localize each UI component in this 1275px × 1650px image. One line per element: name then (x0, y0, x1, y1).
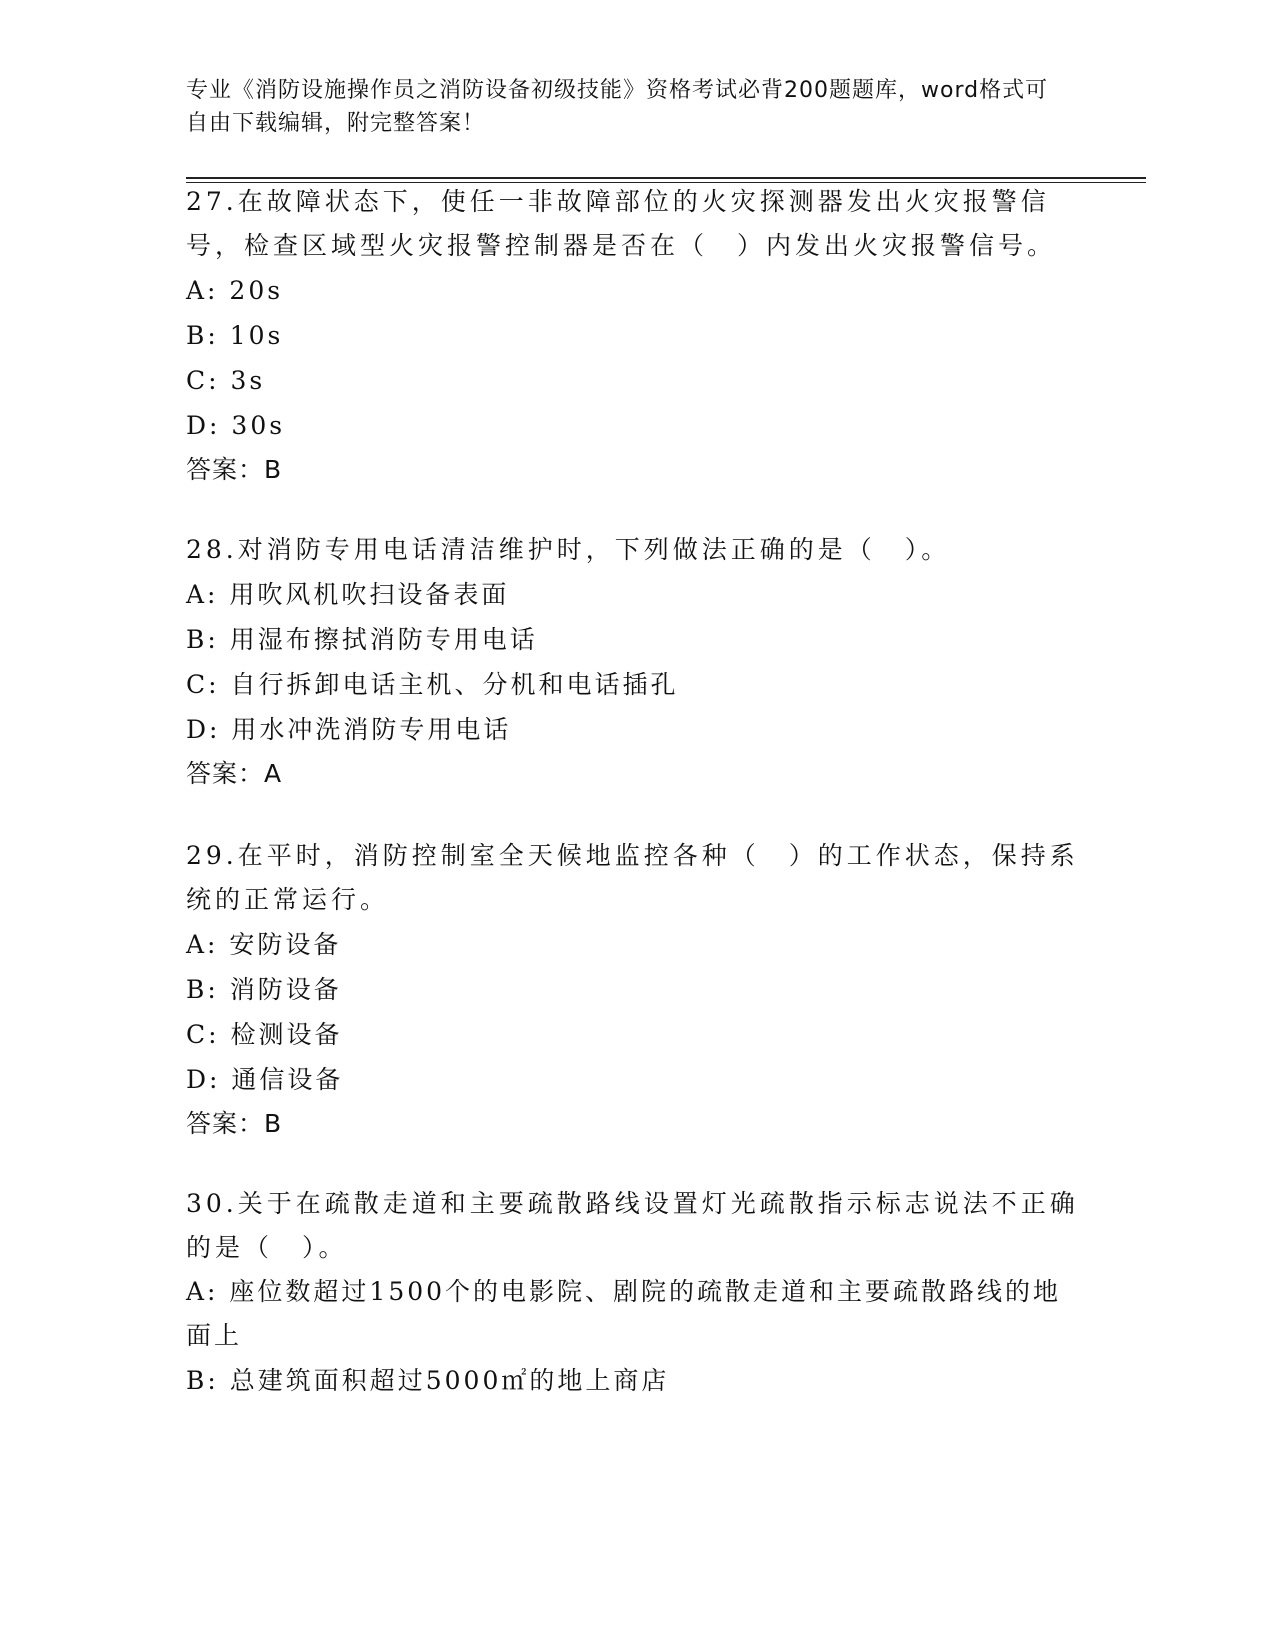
option-b: B: 用湿布擦拭消防专用电话 (186, 625, 538, 654)
question-27 (186, 180, 1086, 492)
option-d: D: 30s (186, 411, 286, 440)
question-stem: 28.对消防专用电话清洁维护时，下列做法正确的是（ ）。 (186, 535, 951, 564)
answer-label: 答案：B (186, 1109, 283, 1138)
question-28 (186, 528, 1086, 796)
option-b: B: 消防设备 (186, 975, 342, 1004)
option-c: C: 检测设备 (186, 1020, 343, 1049)
option-d: D: 通信设备 (186, 1065, 344, 1094)
option-a: A: 安防设备 (186, 930, 342, 959)
question-stem: 29.在平时，消防控制室全天候地监控各种（ ）的工作状态，保持系统的正常运行。 (186, 841, 1079, 914)
question-stem: 27.在故障状态下，使任一非故障部位的火灾探测器发出火灾报警信号，检查区域型火灾报警控制器是否在（ ）内发出火灾报警信号。 (186, 187, 1057, 260)
option-b: B: 总建筑面积超过5000㎡的地上商店 (186, 1366, 670, 1395)
option-b: B: 10s (186, 321, 284, 350)
document-header: 专业《消防设施操作员之消防设备初级技能》资格考试必背200题题库，word格式可自由下载编辑，附完整答案！ (186, 78, 1049, 136)
option-a: A: 用吹风机吹扫设备表面 (186, 580, 510, 609)
question-30 (186, 1182, 1086, 1403)
header-divider (186, 177, 1146, 179)
question-29 (186, 834, 1086, 1146)
question-stem: 30.关于在疏散走道和主要疏散路线设置灯光疏散指示标志说法不正确的是（ ）。 (186, 1189, 1079, 1262)
option-a: A: 座位数超过1500个的电影院、剧院的疏散走道和主要疏散路线的地面上 (186, 1277, 1062, 1350)
option-c: C: 3s (186, 366, 266, 395)
answer-label: 答案：A (186, 759, 283, 788)
option-d: D: 用水冲洗消防专用电话 (186, 715, 512, 744)
answer-label: 答案：B (186, 455, 283, 484)
option-a: A: 20s (186, 276, 284, 305)
option-c: C: 自行拆卸电话主机、分机和电话插孔 (186, 670, 679, 699)
